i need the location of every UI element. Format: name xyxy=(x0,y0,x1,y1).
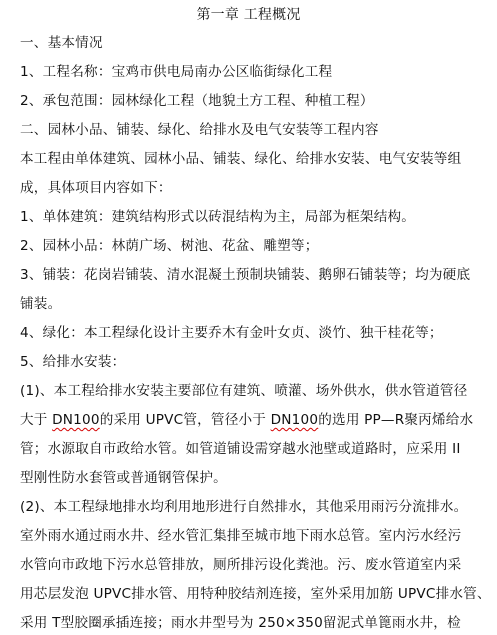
text-line: 成，具体项目内容如下： xyxy=(20,180,172,196)
text-line: 管；水源取自市政给水管。如管道铺设需穿越水池壁或道路时，应采用 II xyxy=(20,441,461,457)
text-line: 本工程由单体建筑、园林小品、铺装、绿化、给排水安装、电气安装等组 xyxy=(20,151,462,167)
page-title: 第一章 工程概况 xyxy=(196,7,301,23)
text-line: (1)、本工程给排水安装主要部位有建筑、喷灌、场外供水，供水管道管径 xyxy=(20,383,468,399)
text-line: 铺装。 xyxy=(20,296,62,312)
text-line: 室外雨水通过雨水井、经水管汇集排至城市地下雨水总管。室内污水经污 xyxy=(20,528,462,544)
text-line: (2)、本工程绿地排水均利用地形进行自然排水，其他采用雨污分流排水。 xyxy=(20,499,468,515)
spellcheck-underlined-term: DN100 xyxy=(52,412,100,428)
text-line: 一、基本情况 xyxy=(20,35,103,51)
text-line: 二、园林小品、铺装、绿化、给排水及电气安装等工程内容 xyxy=(20,122,379,138)
spellcheck-underlined-term: DN100 xyxy=(270,412,319,428)
text-line: 1、单体建筑：建筑结构形式以砖混结构为主，局部为框架结构。 xyxy=(20,209,416,225)
text-line: 水管向市政地下污水总管排放，厕所排污设化粪池。污、废水管道室内采 xyxy=(20,557,462,573)
text-line: 采用 T型胶圈承插连接；雨水井型号为 250×350留泥式单篦雨水井，检 xyxy=(20,615,461,631)
text-segment: 的采用 UPVC管，管径小于 xyxy=(99,412,271,428)
text-line: 4、绿化：本工程绿化设计主要乔木有金叶女贞、淡竹、独干桂花等； xyxy=(20,325,443,341)
text-line: 1、工程名称：宝鸡市供电局南办公区临街绿化工程 xyxy=(20,64,333,80)
text-line xyxy=(20,411,485,429)
text-line: 2、承包范围：园林绿化工程（地貌土方工程、种植工程） xyxy=(20,93,374,109)
text-line: 3、铺装：花岗岩铺装、清水混凝土预制块铺装、鹅卵石铺装等；均为硬底 xyxy=(20,267,471,283)
text-segment: 大于 xyxy=(20,412,53,428)
text-segment: 的选用 PP—R聚丙烯给水 xyxy=(318,412,474,428)
text-line: 用芯层发泡 UPVC排水管、用特种胶结剂连接，室外采用加筋 UPVC排水管、 xyxy=(20,586,491,602)
text-line: 5、给排水安装： xyxy=(20,354,126,370)
text-line: 型刚性防水套管或普通钢管保护。 xyxy=(20,470,227,486)
text-line: 2、园林小品：林荫广场、树池、花盆、雕塑等； xyxy=(20,238,319,254)
